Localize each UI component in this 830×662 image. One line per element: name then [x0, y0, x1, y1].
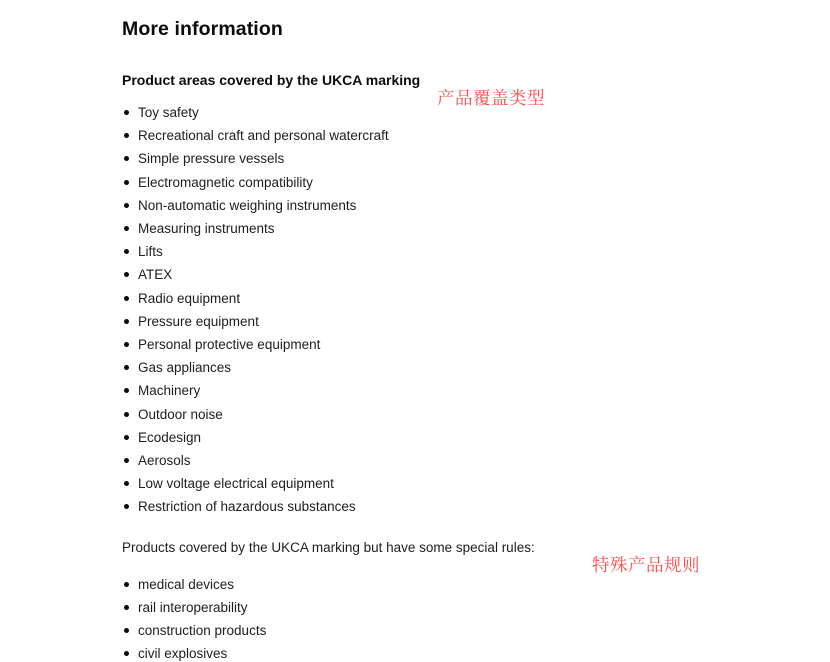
page-title: More information: [122, 18, 283, 40]
annotation-product-coverage: 产品覆盖类型: [437, 88, 545, 108]
list-item: Lifts: [122, 240, 682, 263]
special-rules-intro: Products covered by the UKCA marking but have some special rules:: [122, 539, 535, 555]
list-item: Simple pressure vessels: [122, 147, 682, 170]
list-item: Low voltage electrical equipment: [122, 472, 682, 495]
list-item: ATEX: [122, 263, 682, 286]
list-item: Toy safety: [122, 101, 682, 124]
list-item: Pressure equipment: [122, 310, 682, 333]
list-item: Radio equipment: [122, 287, 682, 310]
list-item: Electromagnetic compatibility: [122, 171, 682, 194]
list-item: Recreational craft and personal watercraft: [122, 124, 682, 147]
product-areas-heading: Product areas covered by the UKCA marking: [122, 72, 421, 88]
special-rules-list: [122, 573, 682, 662]
list-item: Outdoor noise: [122, 403, 682, 426]
list-item: Measuring instruments: [122, 217, 682, 240]
list-item: Restriction of hazardous substances: [122, 495, 682, 518]
list-item: medical devices: [122, 573, 682, 596]
list-item: rail interoperability: [122, 596, 682, 619]
list-item: Machinery: [122, 379, 682, 402]
list-item: Non-automatic weighing instruments: [122, 194, 682, 217]
list-item: civil explosives: [122, 642, 682, 662]
annotation-special-rules: 特殊产品规则: [592, 555, 700, 575]
list-item: Personal protective equipment: [122, 333, 682, 356]
product-areas-list: [122, 101, 682, 519]
list-item: Ecodesign: [122, 426, 682, 449]
list-item: construction products: [122, 619, 682, 642]
list-item: Aerosols: [122, 449, 682, 472]
list-item: Gas appliances: [122, 356, 682, 379]
